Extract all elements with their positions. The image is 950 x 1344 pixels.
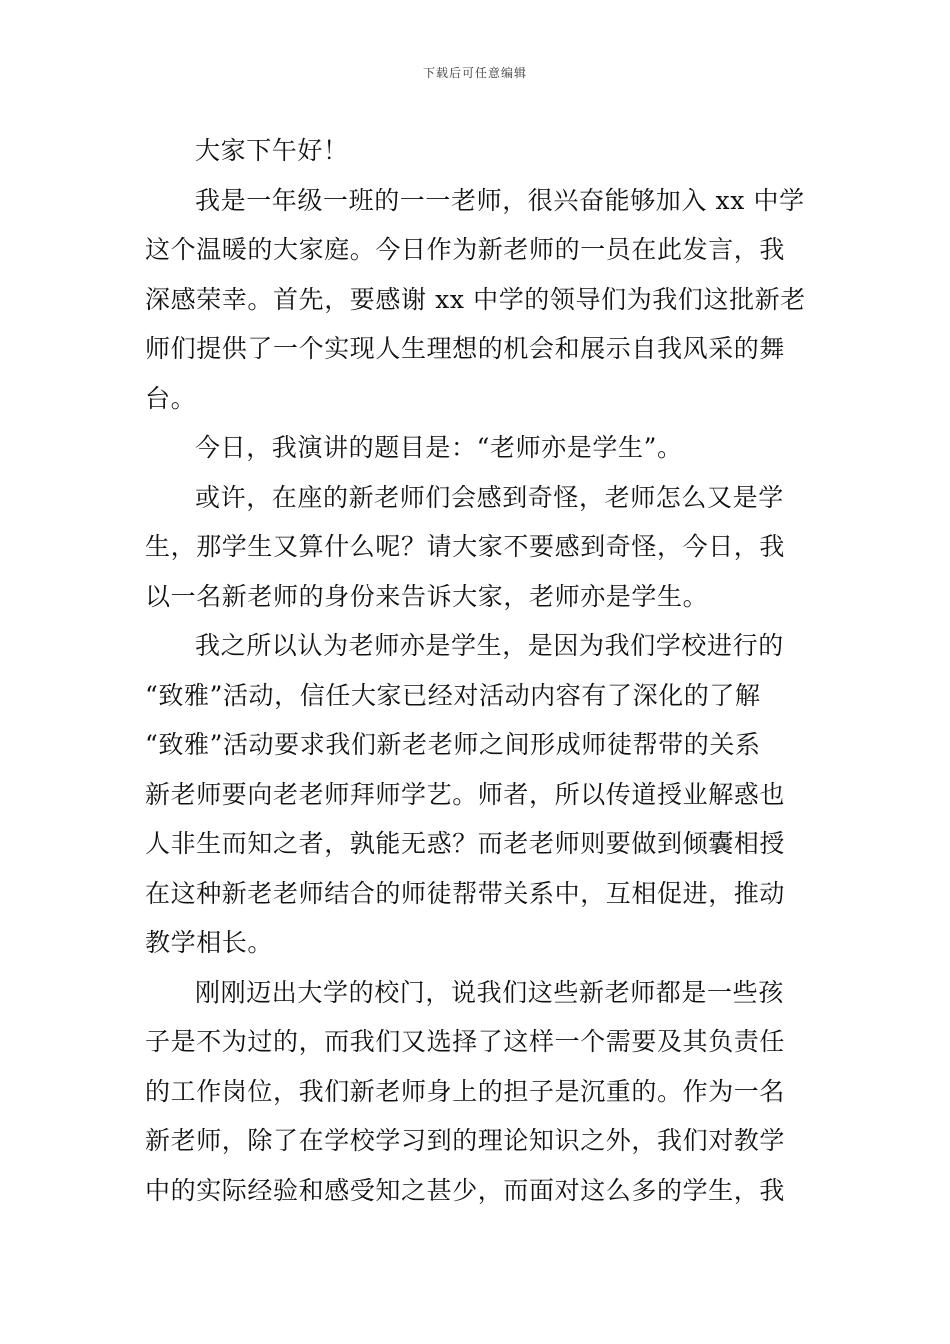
text-line: 师们提供了一个实现人生理想的机会和展示自我风采的舞 — [145, 334, 786, 363]
text-line: 以一名新老师的身份来告诉大家，老师亦是学生。 — [145, 581, 709, 611]
text-line: 子是不为过的，而我们又选择了这样一个需要及其负责任 — [145, 1027, 786, 1056]
page-header-note: 下载后可任意编辑 — [422, 66, 527, 80]
text-line: 台。 — [145, 383, 197, 413]
text-line: “致雅”活动要求我们新老老师之间形成师徒帮带的关系 — [145, 730, 761, 759]
text-line: 新老师，除了在学校学习到的理论知识之外，我们对教学 — [145, 1126, 786, 1155]
text-line: 深感荣幸。首先，要感谢 xx 中学的领导们为我们这批新老 — [145, 284, 806, 314]
text-line: “致雅”活动，信任大家已经对活动内容有了深化的了解 — [145, 680, 761, 710]
document-body — [145, 126, 807, 1215]
text-line: 今日，我演讲的题目是：“老师亦是学生”。 — [195, 433, 683, 462]
text-line: 新老师要向老老师拜师学艺。师者，所以传道授业解惑也 — [145, 779, 786, 809]
text-line: 生，那学生又算什么呢？请大家不要感到奇怪，今日，我 — [145, 532, 786, 561]
text-line: 大家下午好！ — [195, 136, 349, 165]
text-line: 我之所以认为老师亦是学生，是因为我们学校进行的 — [195, 631, 784, 660]
text-line: 教学相长。 — [145, 928, 274, 957]
text-line: 人非生而知之者，孰能无惑？而老老师则要做到倾囊相授 — [145, 829, 786, 858]
text-line: 的工作岗位，我们新老师身上的担子是沉重的。作为一名 — [145, 1076, 786, 1106]
text-line: 或许，在座的新老师们会感到奇怪，老师怎么又是学 — [195, 482, 784, 512]
text-line: 这个温暖的大家庭。今日作为新老师的一员在此发言，我 — [145, 235, 786, 264]
text-line: 我是一年级一班的一一老师，很兴奋能够加入 xx 中学 — [195, 185, 805, 215]
text-line: 在这种新老老师结合的师徒帮带关系中，互相促进，推动 — [145, 878, 786, 908]
text-line: 中的实际经验和感受知之甚少，而面对这么多的学生，我 — [145, 1175, 786, 1205]
text-line: 刚刚迈出大学的校门，说我们这些新老师都是一些孩 — [195, 977, 784, 1007]
